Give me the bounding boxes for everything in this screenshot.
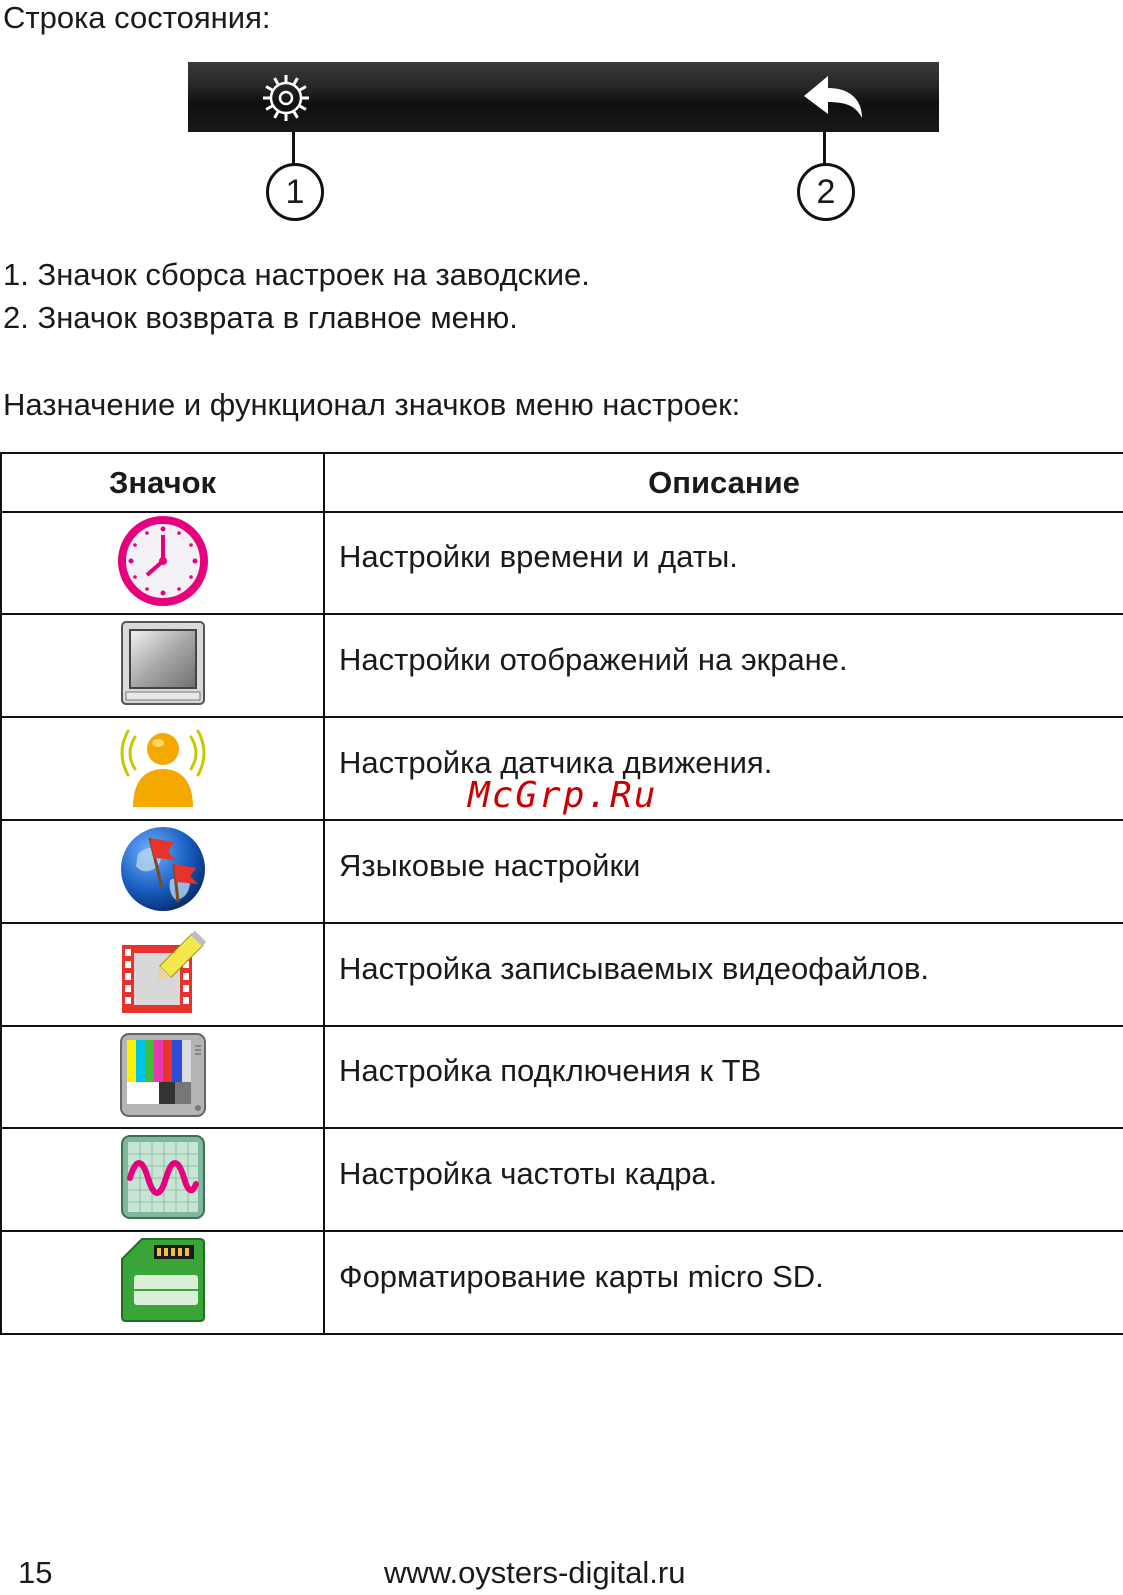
video-file-edit-icon [118,927,208,1017]
table-row [1,512,1123,614]
frame-rate-icon [120,1134,206,1220]
gear-icon [258,70,314,126]
row-description: Настройка записываемых видеофайлов. [339,950,930,986]
clock-icon [117,515,209,607]
table-intro: Назначение и функционал значков меню настроек: [3,387,741,422]
icons-table [0,452,1123,1335]
row-description: Форматирование карты micro SD. [339,1258,824,1294]
motion-sensor-icon [117,721,209,811]
row-description: Настройки отображений на экране. [339,641,848,677]
table-row [1,923,1123,1026]
row-description: Настройка частоты кадра. [339,1155,718,1191]
header-icon: Значок [1,453,324,512]
callout-2: 2 [797,163,855,221]
callout-line-2 [823,132,826,166]
legend-item-1: 1. Значок сборса настроек на заводские. [3,257,590,292]
back-arrow-icon [802,72,868,122]
section-heading: Строка состояния: [3,0,271,35]
table-row [1,820,1123,923]
language-globe-icon [118,824,208,914]
header-description: Описание [324,453,1123,512]
website-link[interactable]: www.oysters-digital.ru [384,1555,686,1590]
sd-card-icon [120,1237,206,1323]
table-row [1,1026,1123,1128]
callout-line-1 [292,132,295,166]
display-icon [120,620,206,706]
table-row [1,1128,1123,1231]
tv-connection-icon [119,1032,207,1118]
page-number: 15 [18,1555,53,1590]
table-row [1,1231,1123,1334]
callout-1: 1 [266,163,324,221]
table-row [1,614,1123,717]
row-description: Языковые настройки [339,847,641,883]
status-bar [188,62,939,132]
table-header-row [1,453,1123,512]
watermark: McGrp.Ru [468,775,658,816]
row-description: Настройка датчика движения. [339,744,773,780]
row-description: Настройка подключения к ТВ [339,1053,762,1088]
legend-item-2: 2. Значок возврата в главное меню. [3,300,518,335]
row-description: Настройки времени и даты. [339,539,738,574]
